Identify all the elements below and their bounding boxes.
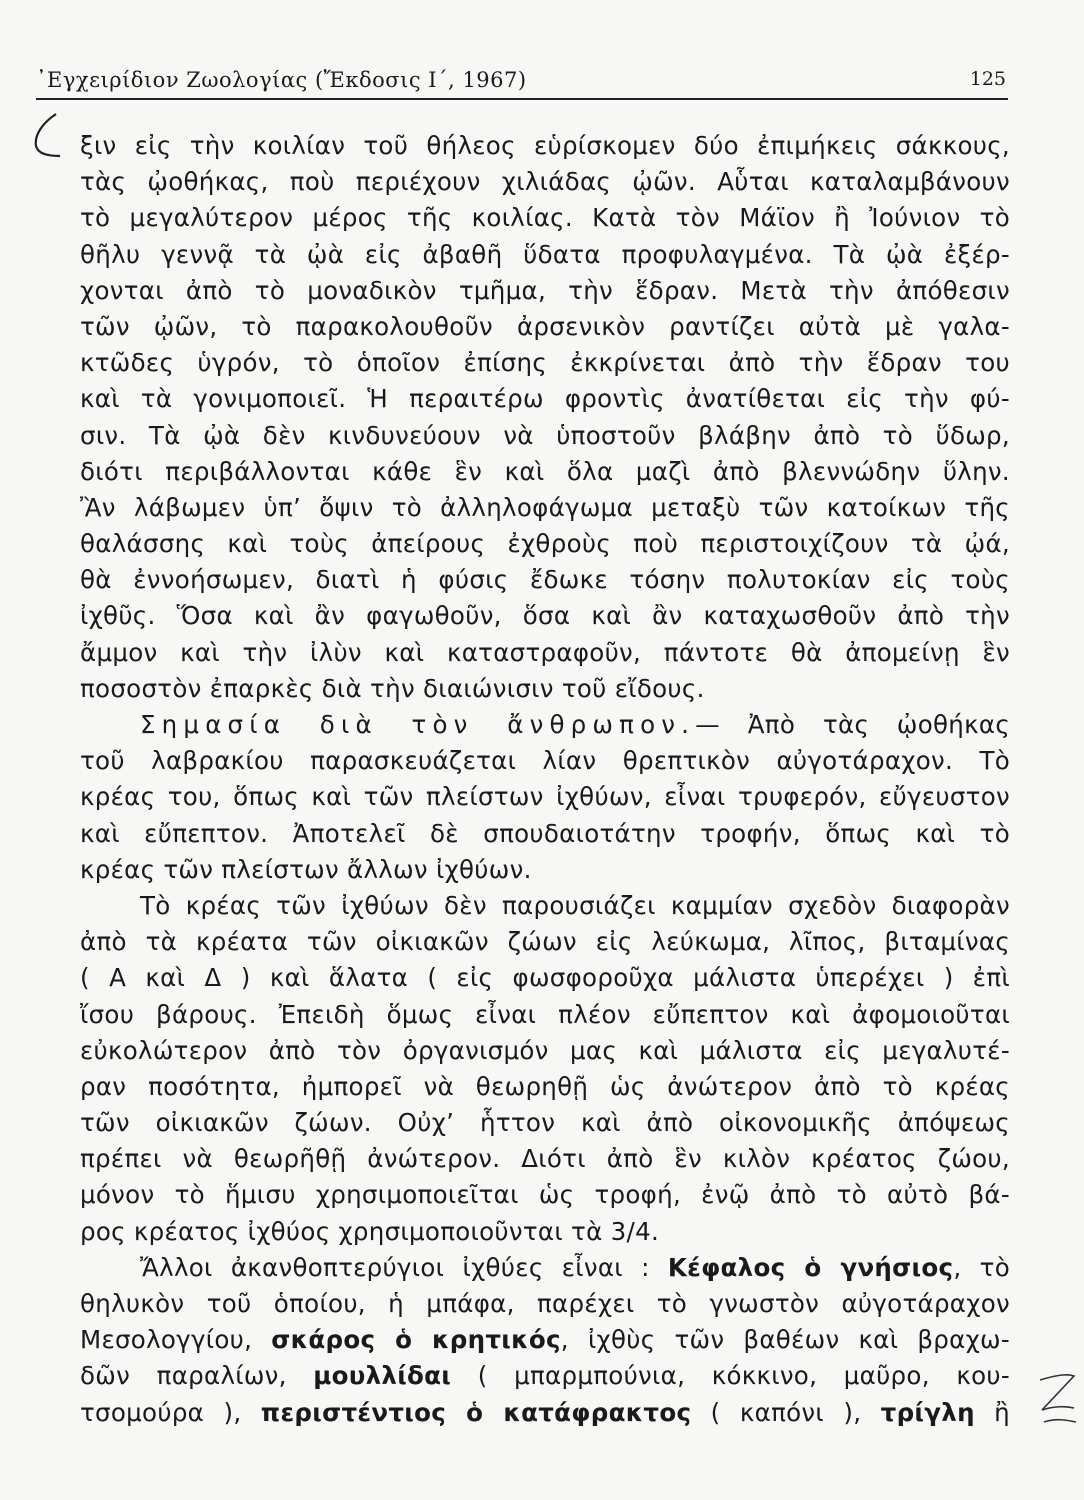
line-text: Ἄλλοι ἀκανθοπτερύγιοι ἰχθύες εἶναι : [140,1252,668,1282]
text-line [80,454,1010,490]
text-line [80,164,1010,200]
text-line [80,490,1010,526]
text-line [80,562,1010,598]
text-line [80,1395,1010,1431]
text-line [80,309,1010,345]
margin-bracket-mark [26,112,62,162]
line-text: κρέας τῶν πλείστων ἄλλων ἰχθύων. [80,854,532,884]
text-line [80,381,1010,417]
text-line [80,779,1010,815]
line-text: τοῦ λαβρακίου παρασκευάζεται λίαν θρεπτικὸν αὐγοτάραχον. Τὸ [80,746,1010,776]
text-line [80,852,1010,888]
text-line [80,888,1010,924]
text-line [80,1141,1010,1177]
line-text: θὰ ἐννοήσωμεν, διατὶ ἡ φύσις ἔδωκε τόσην πολυτοκίαν εἰς τοὺς [80,565,1010,595]
text-line [80,1358,1010,1394]
line-text: καὶ εὔπεπτον. Ἀποτελεῖ δὲ σπουδαιοτάτην τροφήν, ὅπως καὶ τὸ [80,818,1010,848]
text-line [80,707,1010,743]
line-text: τῶν οἰκιακῶν ζώων. Οὐχ’ ἧττον καὶ ἀπὸ οἰκονομικῆς ἀπόψεως [80,1108,1010,1138]
text-line [80,598,1010,634]
text-line [80,237,1010,273]
species-name: μουλλίδαι [313,1361,452,1391]
text-line [80,1250,1010,1286]
text-line [80,960,1010,996]
line-text: κρέας του, ὅπως καὶ τῶν πλείστων ἰχθύων, εἶναι τρυφερόν, εὔγευστον [80,782,1010,812]
line-text: πρέπει νὰ θεωρῆθῇ ἀνώτερον. Διότι ἀπὸ ἓν κιλὸν κρέατος ζώου, [80,1144,1010,1174]
text-line [80,200,1010,236]
species-name: τρίγλη [880,1397,975,1427]
line-text: θαλάσσης καὶ τοὺς ἀπείρους ἐχθροὺς ποὺ περιστοιχίζουν τὰ ᾠά, [80,529,1010,559]
page-number: 125 [969,68,1006,90]
text-line [80,1286,1010,1322]
line-text: καὶ τὰ γονιμοποιεῖ. Ἡ περαιτέρω φροντὶς ἀνατίθεται εἰς τὴν φύ- [80,384,1010,414]
line-text: δῶν παραλίων, [80,1361,314,1391]
text-line [80,816,1010,852]
line-text: , ἰχθὺς τῶν βαθέων καὶ βραχω- [560,1325,1011,1355]
text-line [80,997,1010,1033]
text-line [80,1033,1010,1069]
line-text: ( Α καὶ Δ ) καὶ ἅλατα ( εἰς φωσφοροῦχα μάλιστα ὑπερέχει ) ἐπὶ [80,963,1010,993]
text-line [80,671,1010,707]
text-line [80,1214,1010,1250]
line-text: ρος κρέατος ἰχθύος χρησιμοποιοῦνται τὰ 3/4. [80,1216,660,1246]
line-text: Μεσολογγίου, [80,1325,272,1355]
text-line [80,273,1010,309]
corner-scribble-mark [1030,1360,1080,1440]
line-text: τσομούρα ), [80,1397,261,1427]
line-text: ποσοστὸν ἐπαρκὲς διὰ τὴν διαιώνισιν τοῦ εἴδους. [80,673,705,703]
text-line [80,1322,1010,1358]
text-line [80,526,1010,562]
line-text: ἴσου βάρους. Ἐπειδὴ ὅμως εἶναι πλέον εὔπεπτον καὶ ἀφομοιοῦται [80,999,1010,1029]
text-line [80,1069,1010,1105]
line-text: — Ἀπὸ τὰς ᾠοθήκας [695,710,1010,739]
line-text: ἀπὸ τὰ κρέατα τῶν οἰκιακῶν ζώων εἰς λεύκωμα, λῖπος, βιταμίνας [80,927,1010,957]
line-text: κτῶδες ὑγρόν, τὸ ὁποῖον ἐπίσης ἐκκρίνεται ἀπὸ τὴν ἕδραν του [80,348,1010,378]
line-text: διότι περιβάλλονται κάθε ἓν καὶ ὅλα μαζὶ ἀπὸ βλεννώδην ὕλην. [80,456,1010,486]
text-line [80,635,1010,671]
line-text: ἄμμον καὶ τὴν ἰλὺν καὶ καταστραφοῦν, πάντοτε θὰ ἀπομείνῃ ἓν [80,637,1010,667]
header-title: ᾿Εγχειρίδιον Ζωολογίας (Ἔκδοσις Ι΄, 1967) [36,68,527,92]
line-text: τὸ μεγαλύτερον μέρος τῆς κοιλίας. Κατὰ τὸν Μάϊον ἢ Ἰούνιον τὸ [80,203,1010,233]
line-text: ἰχθῦς. Ὅσα καὶ ἂν φαγωθοῦν, ὅσα καὶ ἂν καταχωσθοῦν ἀπὸ τὴν [80,601,1010,631]
section-heading: Σημασία διὰ τὸν ἄνθρωπον. [140,710,696,739]
line-text: χονται ἀπὸ τὸ μοναδικὸν τμῆμα, τὴν ἕδραν. Μετὰ τὴν ἀπόθεσιν [80,275,1010,305]
body-text [80,128,1010,1431]
line-text: ( καπόνι ), [691,1397,881,1427]
text-line [80,1177,1010,1213]
text-line [80,1105,1010,1141]
line-text: , τὸ [953,1252,1010,1282]
line-text: εὐκολώτερον ἀπὸ τὸν ὀργανισμόν μας καὶ μάλιστα εἰς μεγαλυτέ- [80,1035,1010,1065]
species-name: Κέφαλος ὁ γνήσιος [667,1252,954,1282]
line-text: θῆλυ γεννᾷ τὰ ᾠὰ εἰς ἀβαθῆ ὕδατα προφυλαγμένα. Τὰ ᾠὰ ἐξέρ- [80,239,1010,269]
line-text: ραν ποσότητα, ἠμπορεῖ νὰ θεωρηθῇ ὡς ἀνώτερον ἀπὸ τὸ κρέας [80,1071,1010,1101]
species-name: σκάρος ὁ κρητικός [271,1325,561,1355]
line-text: σιν. Τὰ ᾠὰ δὲν κινδυνεύουν νὰ ὑποστοῦν βλάβην ἀπὸ τὸ ὕδωρ, [80,420,1010,450]
line-text: Τὸ κρέας τῶν ἰχθύων δὲν παρουσιάζει καμμίαν σχεδὸν διαφορὰν [140,890,1010,920]
text-line [80,924,1010,960]
text-line [80,743,1010,779]
text-line [80,128,1010,164]
line-text: ( μπαρμπούνια, κόκκινο, μαῦρο, κου- [451,1361,1010,1391]
line-text: τὰς ᾠοθήκας, ποὺ περιέχουν χιλιάδας ᾠῶν. Αὗται καταλαμβάνουν [80,167,1010,197]
line-text: τῶν ᾠῶν, τὸ παρακολουθοῦν ἀρσενικὸν ραντίζει αὐτὰ μὲ γαλα- [80,311,1010,341]
line-text: ἢ [974,1397,1010,1427]
line-text: θηλυκὸν τοῦ ὁποίου, ἡ μπάφα, παρέχει τὸ γνωστὸν αὐγοτάραχον [80,1289,1010,1318]
text-line [80,345,1010,381]
text-line [80,418,1010,454]
species-name: περιστέντιος ὁ κατάφρακτος [260,1397,692,1427]
running-header [36,64,1008,100]
line-text: μόνον τὸ ἥμισυ χρησιμοποιεῖται ὡς τροφή, ἐνῷ ἀπὸ τὸ αὐτὸ βά- [80,1180,1010,1210]
line-text: ξιν εἰς τὴν κοιλίαν τοῦ θήλεος εὑρίσκομεν δύο ἐπιμήκεις σάκκους, [80,131,1010,160]
line-text: Ἂν λάβωμεν ὑπ’ ὄψιν τὸ ἀλληλοφάγωμα μεταξὺ τῶν κατοίκων τῆς [80,492,1010,522]
